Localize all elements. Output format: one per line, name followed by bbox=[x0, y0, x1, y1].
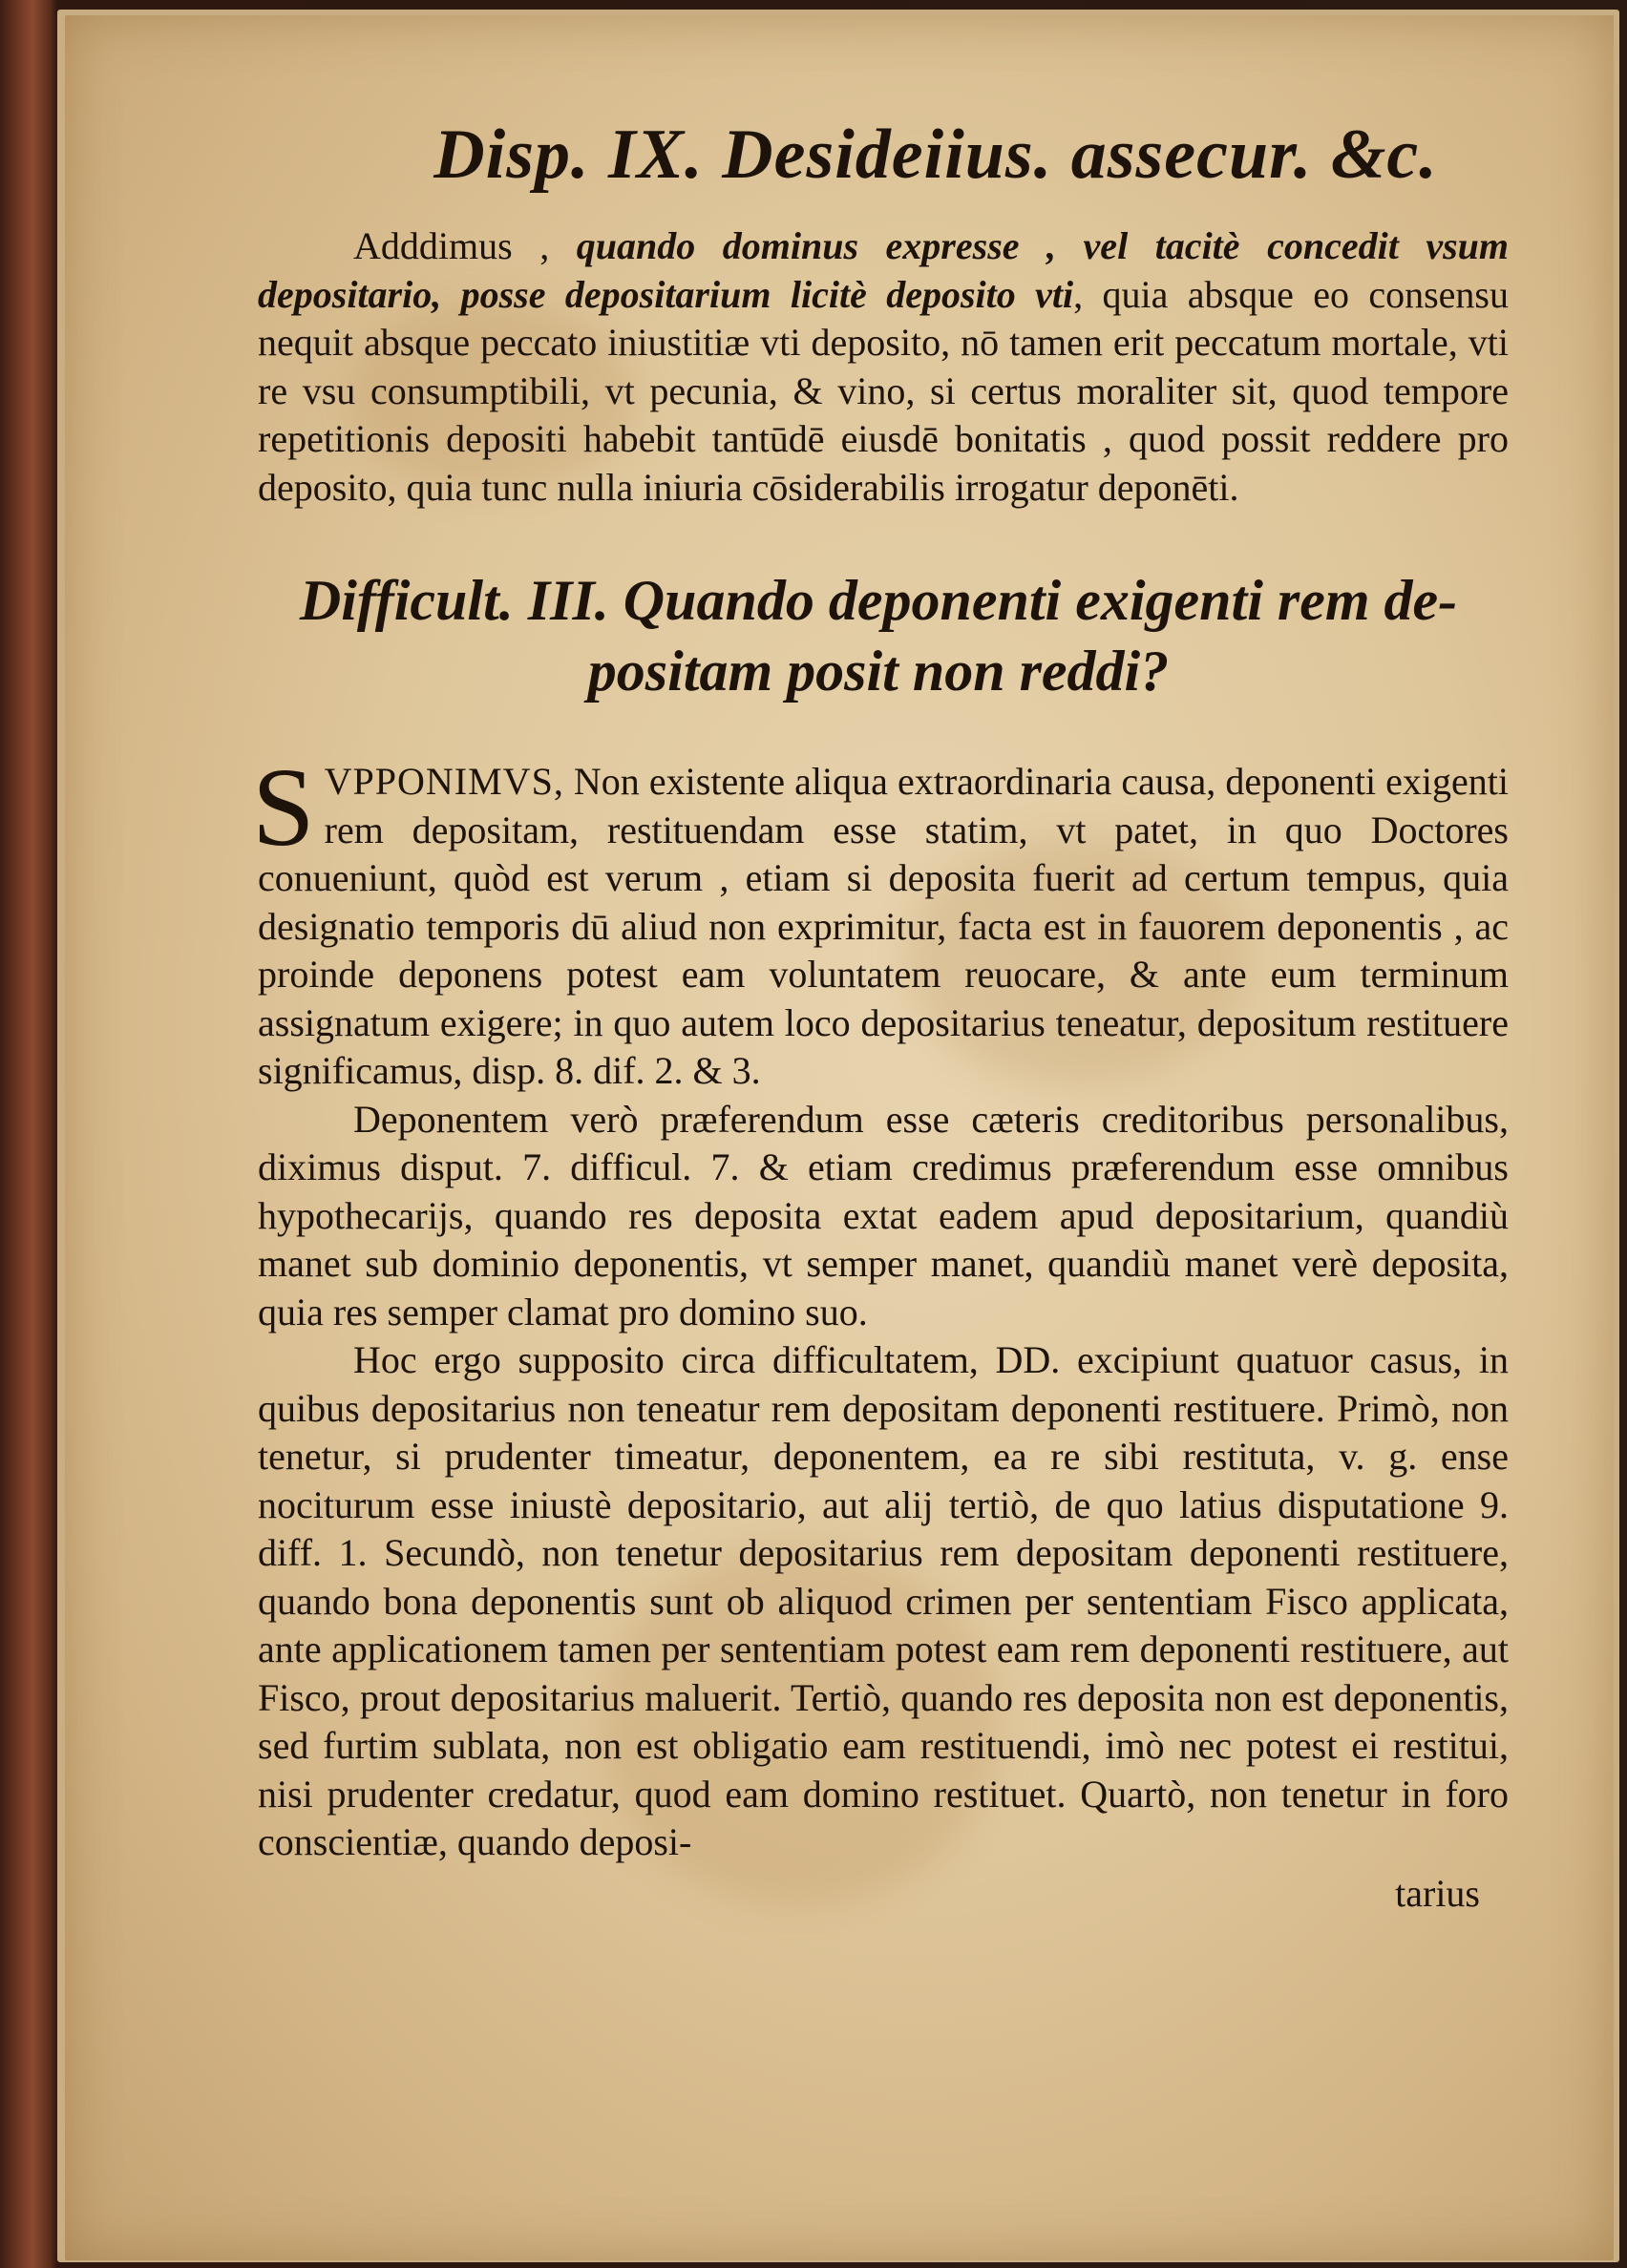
intro-lead: Adddimus , bbox=[353, 224, 550, 267]
body-text bbox=[252, 745, 1509, 1867]
paragraph-deponentem: Deponentem verò præferendum esse cæteris creditoribus personalibus, diximus disput. 7. difficul. 7. & etiam credimus præferendum esse omnibus hypothecarijs, quando res deposita extat eadem apud depositarium, quandiù manet sub dominio deponentis, vt semper manet, quandiù manet verè deposita, quia res semper clamat pro domino suo. bbox=[258, 1097, 1509, 1334]
drop-cap: S bbox=[252, 745, 315, 870]
paragraph-hoc-ergo: Hoc ergo supposito circa difficultatem, DD. excipiunt quatuor casus, in quibus depositarius non teneatur rem depositam deponenti restituere. Primò, non tenetur, si prudenter timeatur, deponentem, ea re sibi restituta, v. g. ense nociturum esse iniustè depositario, aut alij tertiò, de quo latius disputatione 9. diff. 1. Secundò, non tenetur depositarius rem depositam deponenti restituere, quando bona deponentis sunt ob aliquod crimen per sententiam Fisco applicata, ante applicationem tamen per sententiam potest eam rem deponenti restituere, aut Fisco, prout depositarius maluerit. Tertiò, quando res deposita non est deponentis, sed furtim sublata, non est obligatio eam restituendi, imò nec potest ei restitui, nisi prudenter credatur, quod eam domino restituet. Quartò, non tenetur in foro conscientiæ, quando deposi- bbox=[258, 1338, 1509, 1863]
page-content bbox=[252, 115, 1510, 1916]
running-header: Disp. IX. Desideiius. assecur. &c. bbox=[433, 116, 1438, 194]
opening-caps: VPPONIMVS, bbox=[324, 760, 564, 803]
intro-paragraph bbox=[258, 222, 1509, 512]
difficulty-heading-line1: Difficult. III. Quando deponenti exigenti rem de- bbox=[299, 569, 1458, 632]
difficulty-heading bbox=[248, 565, 1509, 706]
paragraph1-text: Non existente aliqua extraordinaria causa, deponenti exigenti rem depositam, restituendam esse statim, vt patet, in quo Doctores conueniunt, quòd est verum , etiam si deposita fuerit ad certum tempus, quia designatio temporis dū aliud non exprimitur, facta est in fauorem deponentis , ac proinde deponens potest eam voluntatem reuocare, & ante eum terminum assignatum exigere; in quo autem loco depositarius teneatur, depositum restituere significamus, disp. 8. dif. 2. & 3. bbox=[258, 760, 1509, 1092]
difficulty-heading-line2: positam posit non reddi? bbox=[587, 640, 1170, 703]
catchword: tarius bbox=[1395, 1871, 1480, 1915]
intro-rest: , quia absque eo consensu nequit absque peccato iniustitiæ vti deposito, nō tamen erit peccatum mortale, vti re vsu consumptibili, vt pecunia, & vino, si certus moraliter sit, quod tempore repetitionis depositi habebit tantūdē eiusdē bonitatis , quod possit reddere pro deposito, quia tunc nulla iniuria cōsiderabilis irrogatur deponēti. bbox=[258, 272, 1510, 509]
intro-italic-phrase: quando dominus expresse , vel tacitè concedit vsum depositario, posse depositarium licitè deposito vti bbox=[258, 224, 1510, 316]
paragraph-suppponimus bbox=[252, 745, 1509, 1096]
